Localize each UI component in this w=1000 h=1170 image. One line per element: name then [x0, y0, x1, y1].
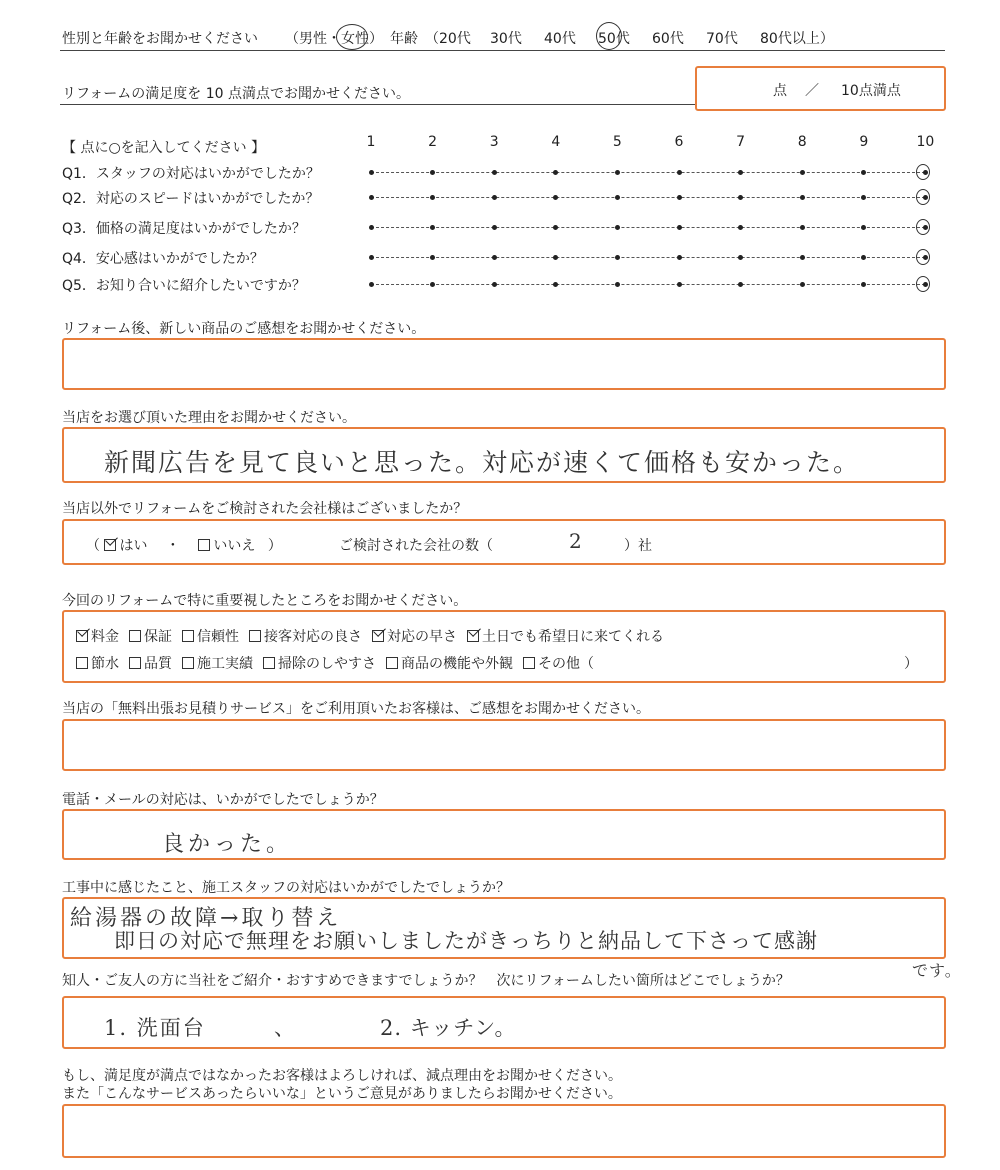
scale-point[interactable]	[800, 255, 805, 260]
priority-label: 品質	[144, 656, 172, 672]
scale-number: 10	[916, 134, 935, 150]
scale-point[interactable]	[492, 255, 497, 260]
scale-instruction: 【 点に○を記入してください 】	[62, 140, 266, 156]
score-separator: ／	[805, 83, 819, 99]
other-company-box[interactable]	[62, 519, 946, 565]
scale-number: 9	[859, 134, 869, 150]
phone-question: 電話・メールの対応は、いかがでしたでしょうか？	[62, 792, 384, 808]
priority-label: 節水	[91, 656, 119, 672]
priority-option[interactable]	[76, 629, 119, 645]
priority-checkbox[interactable]	[182, 657, 194, 669]
score-unit: 点	[773, 83, 787, 99]
priority-option[interactable]	[129, 629, 172, 645]
scale-number: 6	[674, 134, 684, 150]
scale-point[interactable]	[677, 255, 682, 260]
estimate-answer-box[interactable]	[62, 719, 946, 771]
selected-score-circle	[916, 219, 930, 235]
scale-question-label: Q4．安心感はいかがでしたか？	[62, 251, 264, 267]
scale-line	[371, 197, 925, 198]
scale-point[interactable]	[492, 195, 497, 200]
priority-checkbox[interactable]	[76, 657, 88, 669]
priority-option[interactable]	[523, 656, 594, 672]
scale-point[interactable]	[553, 170, 558, 175]
selected-age-circle	[596, 22, 622, 50]
priority-checkbox[interactable]	[263, 657, 275, 669]
new-product-question: リフォーム後、新しい商品のご感想をお聞かせください。	[62, 321, 426, 337]
priority-label: 信頼性	[197, 629, 239, 645]
no-label: いいえ	[213, 538, 256, 554]
priority-option[interactable]	[182, 656, 253, 672]
priority-option[interactable]	[263, 656, 376, 672]
priority-checkbox[interactable]	[386, 657, 398, 669]
score-box[interactable]	[695, 66, 946, 111]
age-option-30: 30代	[490, 31, 522, 47]
scale-point[interactable]	[492, 282, 497, 287]
phone-answer-box[interactable]	[62, 809, 946, 860]
priorities-box	[62, 610, 946, 683]
selected-score-circle	[916, 276, 930, 292]
priority-checkbox[interactable]	[467, 630, 479, 642]
scale-point[interactable]	[369, 195, 374, 200]
priority-label: 保証	[144, 629, 172, 645]
priority-checkbox[interactable]	[129, 630, 141, 642]
scale-point[interactable]	[615, 255, 620, 260]
age-option-20: （20代	[425, 31, 471, 47]
age-option-80: 80代以上）	[760, 31, 834, 47]
scale-number: 5	[612, 134, 622, 150]
priorities-row-2	[76, 653, 604, 673]
construction-answer-line-3: です。	[912, 961, 962, 980]
deduction-answer-box[interactable]	[62, 1104, 946, 1158]
priority-checkbox[interactable]	[76, 630, 88, 642]
scale-point[interactable]	[369, 225, 374, 230]
priority-option[interactable]	[467, 629, 664, 645]
scale-point[interactable]	[800, 195, 805, 200]
recommend-answer-1: 1. 洗面台	[104, 1016, 206, 1040]
age-option-40: 40代	[544, 31, 576, 47]
yes-checkbox[interactable]	[104, 539, 116, 551]
scale-point[interactable]	[430, 225, 435, 230]
company-count-value: 2	[569, 529, 586, 553]
paren-open: （	[86, 538, 100, 554]
scale-point[interactable]	[492, 170, 497, 175]
scale-number: 3	[489, 134, 499, 150]
construction-answer-box[interactable]	[62, 897, 946, 959]
scale-point[interactable]	[800, 282, 805, 287]
recommend-question: 知人・ご友人の方に当社をご紹介・おすすめできますでしょうか？ 次にリフォームしたい箇所はどこでしょうか？	[62, 973, 790, 989]
company-count-label: ご検討された会社の数（	[339, 538, 493, 554]
scale-number: 8	[797, 134, 807, 150]
scale-point[interactable]	[430, 255, 435, 260]
deduction-question-line-2: また「こんなサービスあったらいいな」というご意見がありましたらお聞かせください。	[62, 1086, 622, 1102]
score-max: 10点満点	[841, 83, 901, 99]
other-company-question: 当店以外でリフォームをご検討された会社様はございましたか？	[62, 501, 468, 517]
scale-point[interactable]	[430, 170, 435, 175]
scale-point[interactable]	[738, 195, 743, 200]
scale-number: 7	[736, 134, 746, 150]
paren-close: ）	[267, 538, 282, 554]
company-count-unit: ）社	[624, 538, 652, 554]
scale-point[interactable]	[861, 225, 866, 230]
priority-option[interactable]	[182, 629, 239, 645]
new-product-answer-box[interactable]	[62, 338, 946, 390]
scale-point[interactable]	[615, 282, 620, 287]
age-label: 年齢	[390, 31, 418, 47]
scale-point[interactable]	[369, 282, 374, 287]
priority-label: 料金	[91, 629, 119, 645]
scale-point[interactable]	[553, 225, 558, 230]
scale-point[interactable]	[430, 282, 435, 287]
scale-question-label: Q2．対応のスピードはいかがでしたか？	[62, 191, 320, 207]
priorities-question: 今回のリフォームで特に重要視したところをお聞かせください。	[62, 593, 468, 609]
scale-point[interactable]	[861, 282, 866, 287]
yes-label: はい	[119, 538, 148, 554]
scale-question-label: Q1．スタッフの対応はいかがでしたか？	[62, 166, 320, 182]
priority-checkbox[interactable]	[249, 630, 261, 642]
selected-score-circle	[916, 249, 930, 265]
scale-point[interactable]	[738, 282, 743, 287]
priority-label: 施工実績	[197, 656, 253, 672]
age-option-70: 70代	[706, 31, 738, 47]
construction-answer-line-1: 給湯器の故障→取り替え	[70, 906, 342, 931]
scale-point[interactable]	[615, 170, 620, 175]
scale-point[interactable]	[369, 255, 374, 260]
priority-label: 土日でも希望日に来てくれる	[482, 629, 664, 645]
scale-point[interactable]	[677, 170, 682, 175]
scale-point[interactable]	[677, 195, 682, 200]
priority-checkbox[interactable]	[523, 657, 535, 669]
scale-point[interactable]	[553, 195, 558, 200]
selected-score-circle	[916, 164, 930, 180]
scale-point[interactable]	[861, 170, 866, 175]
priority-checkbox[interactable]	[129, 657, 141, 669]
recommend-answer-2: 2. キッチン。	[380, 1016, 517, 1040]
priorities-row-1	[76, 626, 674, 646]
scale-point[interactable]	[800, 225, 805, 230]
satisfaction-question: リフォームの満足度を 10 点満点でお聞かせください。	[62, 86, 411, 102]
scale-question-label: Q5．お知り合いに紹介したいですか？	[62, 278, 306, 294]
age-option-50: 50代	[598, 31, 630, 47]
priority-option[interactable]	[249, 629, 362, 645]
construction-question: 工事中に感じたこと、施工スタッフの対応はいかがでしたでしょうか？	[62, 880, 510, 896]
priority-label: 商品の機能や外観	[401, 656, 513, 672]
scale-point[interactable]	[677, 282, 682, 287]
scale-point[interactable]	[430, 195, 435, 200]
scale-line	[371, 257, 925, 258]
scale-number: 4	[551, 134, 561, 150]
scale-point[interactable]	[738, 255, 743, 260]
recommend-answer-separator: 、	[274, 1016, 299, 1040]
priority-option[interactable]	[372, 629, 457, 645]
scale-point[interactable]	[861, 255, 866, 260]
scale-point[interactable]	[738, 225, 743, 230]
scale-number: 2	[428, 134, 438, 150]
deduction-question-line-1: もし、満足度が満点ではなかったお客様はよろしければ、減点理由をお聞かせください。	[62, 1068, 622, 1084]
priority-option[interactable]	[129, 656, 172, 672]
other-company-options	[86, 535, 282, 555]
no-checkbox[interactable]	[198, 539, 210, 551]
priority-option[interactable]	[386, 656, 513, 672]
scale-point[interactable]	[738, 170, 743, 175]
scale-line	[371, 284, 925, 285]
construction-answer-line-2: 即日の対応で無理をお願いしましたがきっちりと納品して下さって感謝	[114, 929, 818, 953]
scale-point[interactable]	[861, 195, 866, 200]
age-option-60: 60代	[652, 31, 684, 47]
reason-answer-box[interactable]	[62, 427, 946, 483]
priority-label: 接客対応の良さ	[264, 629, 362, 645]
scale-point[interactable]	[553, 282, 558, 287]
priority-option[interactable]	[76, 656, 119, 672]
priority-label: その他（	[538, 656, 594, 672]
reason-question: 当店をお選び頂いた理由をお聞かせください。	[62, 410, 356, 426]
scale-line	[371, 172, 925, 173]
scale-point[interactable]	[553, 255, 558, 260]
gender-age-question: 性別と年齢をお聞かせください	[62, 31, 258, 47]
recommend-answer-box[interactable]	[62, 996, 946, 1049]
scale-point[interactable]	[369, 170, 374, 175]
priority-checkbox[interactable]	[372, 630, 384, 642]
priority-label: 掃除のしやすさ	[278, 656, 376, 672]
gender-age-rule	[60, 50, 945, 51]
scale-question-label: Q3．価格の満足度はいかがでしたか？	[62, 221, 306, 237]
gender-options: （男性・女性）	[285, 31, 383, 47]
reason-answer: 新聞広告を見て良いと思った。対応が速くて価格も安かった。	[104, 448, 861, 477]
option-separator: ・	[165, 538, 180, 554]
priority-label: 対応の早さ	[387, 629, 457, 645]
satisfaction-rule	[60, 104, 696, 105]
phone-answer: 良かった。	[162, 832, 293, 857]
selected-gender-circle	[336, 24, 368, 50]
scale-point[interactable]	[615, 225, 620, 230]
estimate-question: 当店の「無料出張お見積りサービス」をご利用頂いたお客様は、ご感想をお聞かせください。	[62, 701, 650, 717]
priority-checkbox[interactable]	[182, 630, 194, 642]
selected-score-circle	[916, 189, 930, 205]
scale-point[interactable]	[677, 225, 682, 230]
scale-number: 1	[366, 134, 376, 150]
scale-line	[371, 227, 925, 228]
scale-point[interactable]	[615, 195, 620, 200]
scale-point[interactable]	[492, 225, 497, 230]
scale-point[interactable]	[800, 170, 805, 175]
other-close-paren: ）	[904, 656, 918, 672]
